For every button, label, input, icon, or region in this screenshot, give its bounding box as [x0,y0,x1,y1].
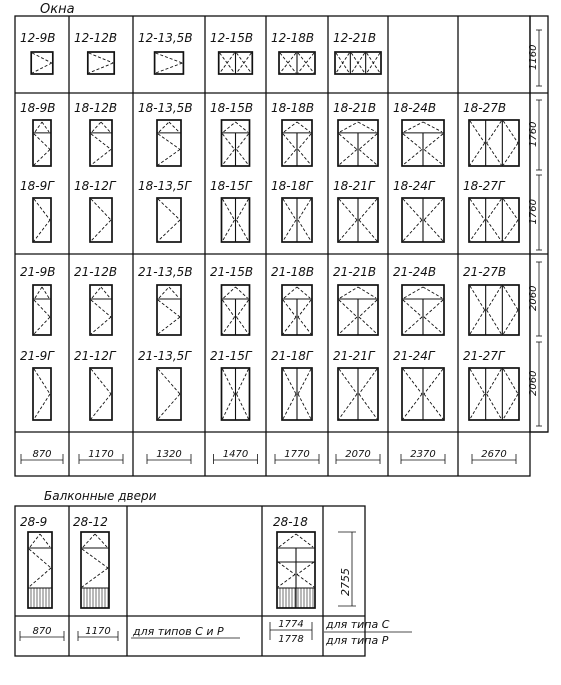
opening-mark [159,287,169,298]
opening-mark [89,53,113,63]
height-dimension: 1760 [528,199,539,225]
opening-mark [424,134,443,150]
opening-mark [92,122,101,132]
note-type-p: для типа Р [326,634,389,647]
window-elevation [469,285,519,335]
opening-mark [403,149,422,165]
window-type-label: 18-9Г [20,179,54,193]
opening-mark [470,369,485,394]
window-elevation [157,198,181,242]
windows-outer-frame [15,16,530,476]
window-elevation [469,368,519,420]
opening-mark [91,134,111,150]
opening-mark [91,300,111,317]
window-type-label: 18-27Г [463,179,505,193]
opening-mark [339,394,357,419]
opening-mark [35,287,42,298]
balcony-doors-title: Балконные двери [44,489,157,503]
window-elevation [33,368,51,420]
opening-mark [296,534,313,547]
opening-mark [158,369,180,394]
opening-mark [223,220,235,241]
window-type-label: 21-13,5В [138,265,193,279]
opening-mark [359,300,377,317]
opening-mark [298,149,311,165]
door-width-c: 1774 [278,619,304,630]
window-type-label: 21-15В [210,265,254,279]
opening-mark [237,317,249,334]
width-dimension: 870 [32,449,52,460]
window-frame [469,368,519,420]
window-elevation [282,198,312,242]
opening-mark [297,575,314,588]
window-elevation [219,52,253,74]
window-frame [157,198,181,242]
opening-mark [83,534,95,547]
opening-mark [223,369,235,394]
window-elevation [222,198,250,242]
window-frame [157,368,181,420]
opening-mark [42,287,49,298]
opening-mark [29,568,51,587]
window-elevation [33,120,51,166]
window-type-label: 21-27В [463,265,507,279]
window-elevation [157,368,181,420]
note-type-c: для типа С [326,618,390,631]
opening-mark [91,220,111,241]
window-frame [33,368,51,420]
window-frame [157,120,181,166]
opening-mark [223,300,235,317]
window-elevation [338,368,378,420]
window-elevation [282,368,312,420]
height-dimension: 2060 [528,370,539,396]
opening-mark [298,199,311,220]
window-elevation [90,285,112,335]
opening-mark [298,394,311,419]
opening-mark [403,220,422,241]
window-elevation [282,285,312,335]
window-type-label: 18-21Г [333,179,375,193]
window-type-label: 18-18Г [271,179,313,193]
opening-mark [30,534,40,547]
opening-mark [297,562,314,575]
opening-mark [359,220,377,241]
opening-mark [89,63,113,73]
opening-mark [223,394,235,419]
window-elevation [155,52,184,74]
opening-mark [101,287,110,298]
window-frame [90,198,112,242]
door-elevation [28,532,52,608]
window-type-label: 18-24Г [393,179,435,193]
opening-mark [223,149,235,165]
width-dimension: 1770 [284,449,310,460]
opening-mark [503,143,518,165]
opening-mark [424,317,443,334]
opening-mark [158,220,180,241]
opening-mark [424,300,443,317]
window-type-label: 21-21В [333,265,377,279]
window-elevations [20,30,542,464]
window-elevation [335,52,381,74]
opening-mark [156,53,183,63]
opening-mark [359,134,377,150]
opening-mark [92,287,101,298]
window-frame [155,52,184,74]
window-elevation [31,52,53,74]
opening-mark [237,300,249,317]
opening-mark [158,199,180,220]
opening-mark [284,122,297,132]
opening-mark [158,394,180,419]
opening-mark [101,122,110,132]
window-elevation [157,285,181,335]
opening-mark [298,220,311,241]
window-frame [33,285,51,335]
window-type-label: 21-15Г [210,349,252,363]
opening-mark [470,310,485,334]
opening-mark [359,149,377,165]
opening-mark [487,369,502,394]
window-type-label: 18-15В [210,101,254,115]
opening-mark [470,286,485,310]
opening-mark [503,286,518,310]
opening-mark [470,199,485,220]
window-type-label: 21-13,5Г [138,349,192,363]
opening-mark [32,53,52,63]
window-type-label: 21-18Г [271,349,313,363]
opening-mark [339,300,357,317]
opening-mark [403,300,422,317]
window-elevation [338,120,378,166]
opening-mark [298,317,311,334]
opening-mark [470,121,485,143]
window-type-label: 21-24Г [393,349,435,363]
opening-mark [158,134,180,150]
opening-mark [237,149,249,165]
opening-mark [91,317,111,334]
window-type-label: 12-18В [271,31,315,45]
window-elevation [90,368,112,420]
window-type-label: 12-13,5В [138,31,193,45]
window-type-label: 18-24В [393,101,437,115]
window-elevation [338,285,378,335]
opening-mark [223,199,235,220]
window-frame [469,285,519,335]
window-frame [88,52,114,74]
door-elevation [81,532,109,608]
opening-mark [224,287,236,298]
window-elevation [157,120,181,166]
opening-mark [224,122,236,132]
opening-mark [470,394,485,419]
opening-mark [91,149,111,165]
door-width-p: 1778 [278,634,304,645]
opening-mark [339,317,357,334]
opening-mark [283,149,296,165]
opening-mark [487,220,502,241]
opening-mark [403,369,422,394]
opening-mark [91,199,111,220]
opening-mark [34,149,50,165]
window-type-label: 12-12В [74,31,118,45]
window-type-label: 18-13,5В [138,101,193,115]
opening-mark [340,287,358,298]
opening-mark [470,143,485,165]
window-frame [33,120,51,166]
door-type-label: 28-18 [273,515,308,529]
opening-mark [32,63,52,73]
opening-mark [358,287,376,298]
window-type-label: 21-9В [20,265,56,279]
opening-mark [340,122,358,132]
window-frame [157,285,181,335]
opening-mark [423,122,442,132]
opening-mark [424,220,443,241]
opening-mark [91,369,111,394]
window-elevation [90,120,112,166]
opening-mark [359,394,377,419]
opening-mark [339,369,357,394]
opening-mark [283,199,296,220]
opening-mark [298,300,311,317]
window-type-label: 18-18В [271,101,315,115]
opening-mark [278,562,295,575]
window-type-label: 21-24В [393,265,437,279]
opening-mark [487,143,502,165]
door-elevation [277,532,315,608]
opening-mark [82,549,108,568]
opening-mark [237,199,249,220]
opening-mark [503,199,518,220]
opening-mark [503,121,518,143]
window-type-label: 12-21В [333,31,377,45]
window-type-label: 12-9В [20,31,56,45]
opening-mark [487,199,502,220]
opening-mark [359,369,377,394]
opening-mark [503,220,518,241]
opening-mark [158,300,180,317]
opening-mark [283,369,296,394]
opening-mark [403,134,422,150]
window-elevation [279,52,315,74]
opening-mark [487,121,502,143]
window-frame [90,120,112,166]
opening-mark [158,149,180,165]
window-elevation [402,285,444,335]
opening-mark [470,220,485,241]
opening-mark [298,369,311,394]
window-type-label: 18-12В [74,101,118,115]
opening-mark [424,149,443,165]
windows-title: Окна [40,2,75,17]
opening-mark [283,220,296,241]
opening-mark [339,220,357,241]
opening-mark [34,394,50,419]
window-type-label: 18-13,5Г [138,179,192,193]
window-elevation [469,198,519,242]
window-frame [469,198,519,242]
opening-mark [237,369,249,394]
opening-mark [158,317,180,334]
opening-mark [95,534,107,547]
window-elevation [338,198,378,242]
window-type-label: 18-15Г [210,179,252,193]
opening-mark [403,199,422,220]
opening-mark [82,568,108,587]
width-dimension: 1170 [88,449,114,460]
opening-mark [503,369,518,394]
opening-mark [403,317,422,334]
window-type-label: 21-18В [271,265,315,279]
window-elevation [88,52,114,74]
window-type-label: 18-21В [333,101,377,115]
opening-mark [297,122,310,132]
opening-mark [42,122,49,132]
opening-mark [169,287,179,298]
window-elevation [282,120,312,166]
window-type-label: 21-21Г [333,349,375,363]
opening-mark [237,394,249,419]
window-frame [90,285,112,335]
opening-mark [223,134,235,150]
window-elevation [402,198,444,242]
window-type-label: 21-12В [74,265,118,279]
window-type-label: 21-12Г [74,349,116,363]
opening-mark [35,122,42,132]
window-type-label: 18-12Г [74,179,116,193]
opening-mark [34,300,50,317]
opening-mark [487,310,502,334]
opening-mark [169,122,179,132]
door-width-dimension: 870 [32,626,52,637]
opening-mark [284,287,297,298]
window-elevation [222,368,250,420]
door-type-label: 28-9 [20,515,48,529]
opening-mark [279,534,296,547]
opening-mark [424,369,443,394]
height-dimension: 1160 [528,44,539,70]
opening-mark [424,199,443,220]
width-dimension: 2370 [410,449,436,460]
window-elevation [222,120,250,166]
opening-mark [91,394,111,419]
window-type-label: 18-27В [463,101,507,115]
window-frame [31,52,53,74]
opening-mark [487,394,502,419]
opening-mark [503,394,518,419]
opening-mark [34,134,50,150]
window-type-label: 21-27Г [463,349,505,363]
window-elevation [33,198,51,242]
window-elevation [402,368,444,420]
height-dimension: 1760 [528,121,539,147]
opening-mark [237,220,249,241]
window-type-label: 12-15В [210,31,254,45]
opening-mark [283,134,296,150]
door-height-dimension: 2755 [339,568,352,596]
width-dimension: 2670 [481,449,507,460]
height-dimension: 2060 [528,285,539,311]
window-frame [33,198,51,242]
opening-mark [487,286,502,310]
opening-mark [404,287,423,298]
width-dimension: 1470 [222,449,249,460]
opening-mark [34,317,50,334]
opening-mark [283,394,296,419]
opening-mark [236,122,248,132]
opening-mark [503,310,518,334]
opening-mark [339,149,357,165]
opening-mark [29,549,51,568]
door-width-dimension: 1170 [85,626,111,637]
window-type-label: 21-9Г [20,349,54,363]
opening-mark [424,394,443,419]
window-frame [469,120,519,166]
balcony-door-elevations [20,515,412,647]
opening-mark [223,317,235,334]
opening-mark [423,287,442,298]
opening-mark [297,287,310,298]
opening-mark [34,220,50,241]
opening-mark [156,63,183,73]
opening-mark [34,199,50,220]
opening-mark [159,122,169,132]
opening-mark [278,575,295,588]
opening-mark [339,134,357,150]
note-types-c-p: для типов С и Р [133,625,224,638]
width-dimension: 1320 [156,449,182,460]
opening-mark [40,534,50,547]
width-dimension: 2070 [345,449,371,460]
opening-mark [236,287,248,298]
opening-mark [359,317,377,334]
opening-mark [404,122,423,132]
window-frame [90,368,112,420]
opening-mark [283,300,296,317]
window-elevation [402,120,444,166]
opening-mark [403,394,422,419]
window-elevation [222,285,250,335]
opening-mark [339,199,357,220]
window-elevation [469,120,519,166]
opening-mark [358,122,376,132]
window-type-label: 18-9В [20,101,56,115]
window-elevation [33,285,51,335]
opening-mark [237,134,249,150]
window-elevation [90,198,112,242]
door-type-label: 28-12 [73,515,108,529]
opening-mark [34,369,50,394]
opening-mark [359,199,377,220]
opening-mark [298,134,311,150]
opening-mark [283,317,296,334]
